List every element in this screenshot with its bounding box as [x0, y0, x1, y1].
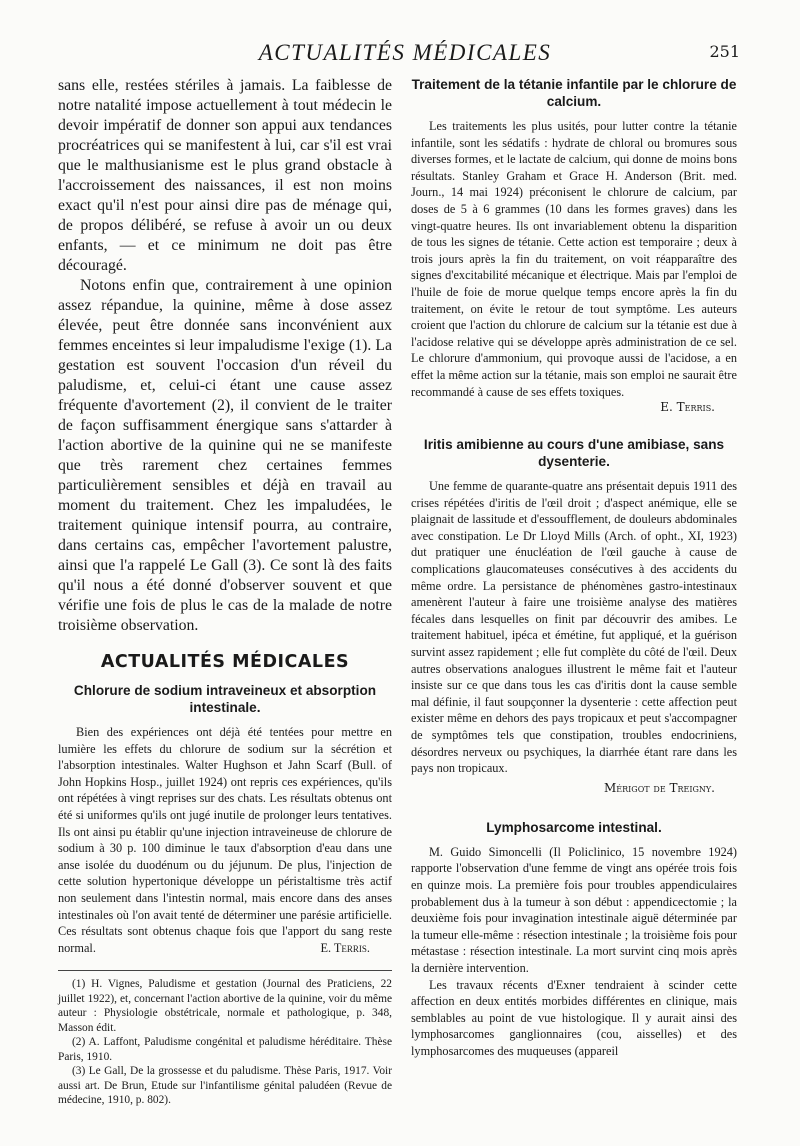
section-title: ACTUALITÉS MÉDICALES [100, 652, 350, 672]
footnote-2: (2) A. Laffont, Paludisme congénital et paludisme héréditaire. Thèse Paris, 1910. [58, 1036, 392, 1063]
right-column [411, 76, 737, 1060]
footnote-divider [58, 970, 392, 971]
article-signature: E. Terris. [660, 400, 715, 415]
article-title-chlorure-sodium: Chlorure de sodium intraveineux et absorption intestinale. [73, 683, 377, 715]
page-header [70, 40, 740, 68]
article-body-tetanie: Les traitements les plus usités, pour lutter contre la tétanie infantile, sont les sédatifs : hydrate de chloral ou bromures sous diverses formes, et le lactate de calcium, qui donne de moins bons résultats. Stanley Graham et Grace H. Anderson (Brit. med. Journ., 14 mai 1924) préconisent le chlorure de calcium, par doses de 5 à 6 grammes (10 dans les formes graves) dans les vingt-quatre heures. Ils ont invariablement obtenu la disparition de tous les signes de tétanie. Cette action est temporaire ; deux à trois jours après la fin du traitement, on voit réapparaître des signes d'excitabilité mécanique et électrique. Mais par l'emploi de l'huile de foie de morue quelque temps encore après la fin du traitement, on évite le retour de tout symptôme. Les auteurs croient que l'action du chlorure de calcium sur la tétanie est due à l'acidose relative qui se développe après administration de ce sel. Le chlorure d'ammonium, qui provoque aussi de l'acidose, a en effet la même action sur la tétanie, mais son emploi ne saurait être recommandé à cause de ses effets toxiques. [411, 119, 737, 399]
article-signature: E. Terris. [320, 940, 370, 955]
article-title-tetanie: Traitement de la tétanie infantile par le chlorure de calcium. [411, 77, 737, 109]
article-title-iritis: Iritis amibienne au cours d'une amibiase, sans dysenterie. [423, 437, 725, 470]
footnote-1: (1) H. Vignes, Paludisme et gestation (Journal des Praticiens, 22 juillet 1922), et, concernant l'action abortive de la quinine, voir du même auteur : Physiologie obstétricale, normale et pathologique, p. 348, Masson édit. [58, 978, 392, 1034]
quinine-paragraph: Notons enfin que, contrairement à une opinion assez répandue, la quinine, même à dose assez élevée, peut être donnée sans inconvénient aux femmes enceintes si leur impaludisme l'exige (1). La gestation est souvent l'occasion d'un réveil du paludisme, et, celui-ci étant une cause assez fréquente d'avortement (2), il convient de le traiter de façon suffisamment énergique sans s'attarder à l'action abortive de la quinine qui ne se manifeste que très rarement chez certaines femmes particulièrement sensibles et déjà en travail au moment du traitement. Chez les impaludées, le traitement quinique intensif pourra, au contraire, dans certains cas, empêcher l'avortement palustre, ainsi que l'a rappelé Le Gall (3). Ce sont là des faits qu'il nous a été donné d'observer souvent et que vérifie une fois de plus le cas de la malade de notre troisième observation. [58, 277, 392, 634]
footnote-3: (3) Le Gall, De la grossesse et du paludisme. Thèse Paris, 1917. Voir aussi art. De Brun, Etude sur l'infantilisme génital paludéen (Revue de médecine, 1910, p. 802). [58, 1065, 392, 1107]
left-column [58, 76, 392, 1108]
article-text: Bien des expériences ont déjà été tentées pour mettre en lumière les effets du chlorure de sodium sur la sécrétion et l'absorption intestinales. Walter Hughson et Jahn Scarf (Bull. of John Hopkins Hosp., juillet 1924) ont repris ces expériences, qu'ils ont répétées à vingt reprises sur des chats. Les résultats obtenus ont été si uniformes qu'ils ont jugé inutile de prolonger leurs tentatives. Ils ont ainsi pu établir qu'une injection intraveineuse de chlorure de sodium à 30 p. 100 diminue le taux d'absorption d'eau dans une anse isolée du duodénum ou du jéjunum. De plus, l'injection de cette solution hypertonique développe un péristaltisme très actif non seulement dans l'intestin normal, mais encore dans des anses intestinales où l'on avait tenté de déterminer une parésie artificielle. Ces résultats sont obtenus chaque fois que l'apport du sang reste normal. [58, 725, 392, 955]
article-body-iritis: Une femme de quarante-quatre ans présentait depuis 1911 des crises répétées d'iritis de l'œil droit ; d'aspect anémique, elle se plaignait de lassitude et d'essoufflement, de douleurs abdominales avec constipation. Le Dr Lloyd Mills (Arch. of opht., XI, 1923) dut pratiquer une énucléation de l'œil gauche à cause de complications glaucomateuses consécutives à des accidents du même ordre. La persistance de phénomènes gastro-intestinaux amenèrent l'auteur à faire une troisième analyse des matières fécales dans lesquelles on finit par découvrir des amibes. Le traitement habituel, ipéca et émétine, fut appliqué, et la guérison survint assez rapidement ; elle fut complète du côté de l'œil. Deux autres observations analogues illustrent le même fait et l'auteur insiste sur ce que dans tous les cas d'iritis dont la cause semble mal définie, il faut soupçonner la dysenterie : cette affection peut exister même en dehors des pays tropicaux et peut s'accompagner de symptômes tels que constipation, troubles endocriniens, désordres nerveux ou psychiques, la diarrhée étant rare dans les pays non tropicaux. [411, 479, 737, 776]
article-body-lymphosarcome-2: Les travaux récents d'Exner tendraient à scinder cette affection en deux entités morbides différentes en clinique, mais semblables au point de vue histologique. Il y aurait ainsi des lymphosarcomes ganglionnaires (cou, aisselles) et des lymphosarcomes des muqueuses (appareil [411, 977, 737, 1058]
continued-paragraph: sans elle, restées stériles à jamais. La faiblesse de notre natalité impose actuellement à tout médecin le devoir impératif de donner son appui aux tendances procréatrices qui se manifestent à lui, car s'il est vrai que le malthusianisme est le plus grand obstacle à l'accroissement des naissances, il est non moins exact qu'il n'est pour ainsi dire pas de ménage qui, de propos délibéré, se refuse à avoir un ou deux enfants, — et ce minimum ne doit pas être découragé. [58, 77, 392, 274]
running-title: ACTUALITÉS MÉDICALES [258, 40, 552, 65]
article-body-lymphosarcome-1: M. Guido Simoncelli (Il Policlinico, 15 novembre 1924) rapporte l'observation d'une femme de vingt ans opérée trois fois en quinze mois. La première fois pour troubles appendiculaires probablement dus à la tumeur à son début : appendicectomie ; la deuxième fois pour invagination intestinale aiguë déterminée par la tumeur elle-même : résection intestinale ; la troisième fois pour métastase : résection intestinale. La mort survint cinq mois après la dernière intervention. [411, 844, 737, 975]
article-body-chlorure-sodium [58, 724, 392, 956]
article-title-lymphosarcome: Lymphosarcome intestinal. [486, 819, 662, 835]
article-signature: Mérigot de Treigny. [604, 780, 715, 795]
page-number: 251 [709, 42, 740, 61]
